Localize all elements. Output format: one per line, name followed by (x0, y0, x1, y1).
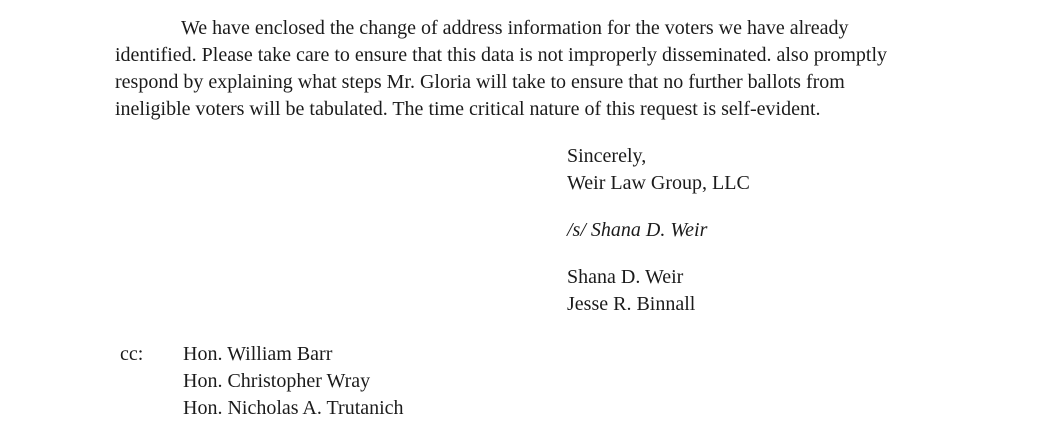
signer-name: Shana D. Weir (567, 266, 684, 288)
body-paragraph (115, 15, 960, 123)
cc-recipient: Hon. Nicholas A. Trutanich (183, 397, 404, 419)
closing-salutation: Sincerely, (567, 145, 647, 167)
cc-label: cc: (120, 343, 144, 365)
paragraph-line: We have enclosed the change of address information for the voters we have already (181, 17, 849, 39)
electronic-signature: /s/ Shana D. Weir (567, 219, 708, 241)
firm-name: Weir Law Group, LLC (567, 172, 750, 194)
cc-recipient: Hon. Christopher Wray (183, 370, 371, 392)
signer-name: Jesse R. Binnall (567, 293, 696, 315)
paragraph-line: respond by explaining what steps Mr. Gloria will take to ensure that no further ballots from (115, 71, 845, 93)
paragraph-line: identified. Please take care to ensure that this data is not improperly disseminated. also promptly (115, 44, 888, 66)
cc-recipient: Hon. William Barr (183, 343, 333, 365)
cc-recipient-list (183, 341, 404, 422)
signature-block (567, 143, 750, 318)
paragraph-line: ineligible voters will be tabulated. The time critical nature of this request is self-evident. (115, 98, 821, 120)
